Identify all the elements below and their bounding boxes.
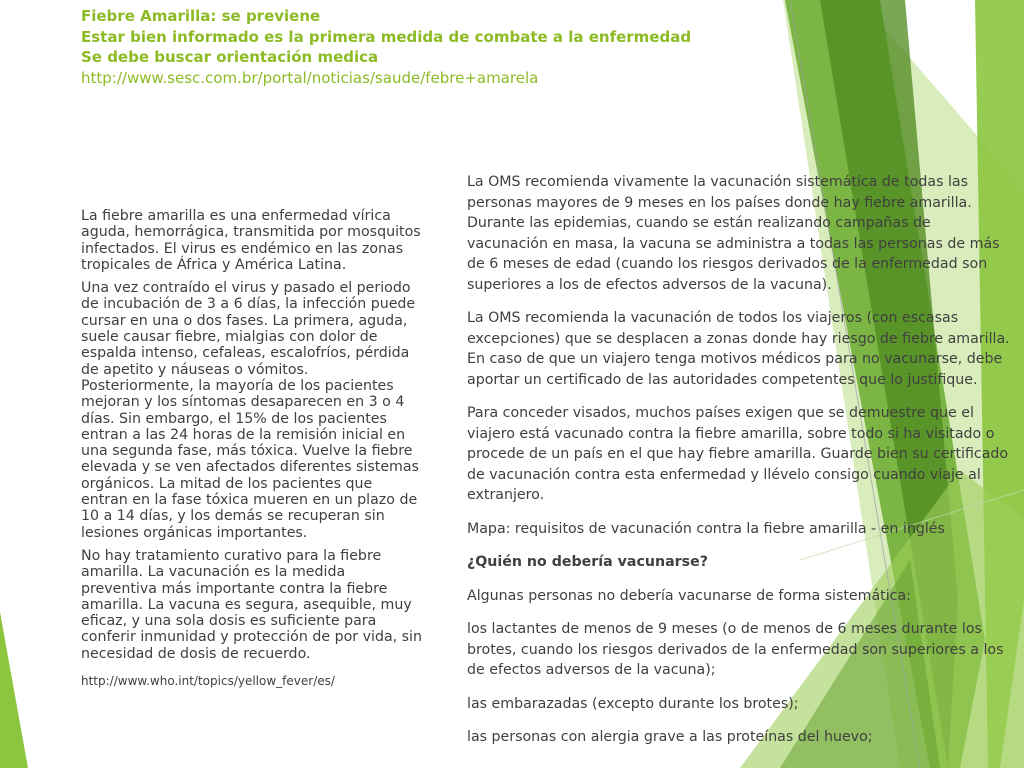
list-item: los lactantes de menos de 9 meses (o de menos de 6 meses durante los brotes, cuando los riesgos derivados de la enfermedad son superiores a los de efectos adversos de la vacuna); (467, 621, 1004, 678)
paragraph: Una vez contraído el virus y pasado el periodo de incubación de 3 a 6 días, la infección puede cursar en una o dos fases. La primera, aguda, suele causar fiebre, mialgias con dolor de espalda intenso, cefaleas, escalofríos, pérdida de apetito y náuseas o vómitos. Posteriormente, la mayoría de los pacientes mejoran y los síntomas desaparecen en 3 o 4 días. Sin embargo, el 15% de los pacientes entran a las 24 horas de la remisión inicial en una segunda fase, más tóxica. Vuelve la fiebre elevada y se ven afectados diferentes sistemas orgánicos. La mitad de los pacientes que entran en la fase tóxica mueren en un plazo de 10 a 14 días, y los demás se recuperan sin lesiones orgánicas importantes. (81, 280, 419, 541)
source-link[interactable]: http://www.who.int/topics/yellow_fever/es/ (81, 674, 335, 689)
paragraph: La OMS recomienda la vacunación de todos los viajeros (con escasas excepciones) que se desplacen a zonas donde hay riesgo de fiebre amarilla. En caso de que un viajero tenga motivos médicos para no vacunarse, debe aportar un certificado de las autoridades competentes que lo justifique. (467, 310, 1010, 388)
left-green-shape (0, 612, 28, 768)
paragraph: La OMS recomienda vivamente la vacunación sistemática de todas las personas mayores de 9 meses en los países donde hay fiebre amarilla. Durante las epidemias, cuando se están realizando campañas de vacunación en masa, la vacuna se administra a todas las personas de más de 6 meses de edad (cuando los riesgos derivados de la enfermedad son superiores a los de efectos adversos de la vacuna). (467, 174, 1000, 293)
subtitle-line: Estar bien informado es la primera medida de combate a la enfermedad (81, 27, 692, 46)
page-title: Fiebre Amarilla: se previene (81, 7, 321, 25)
list-item: las personas con alergia grave a las proteínas del huevo; (467, 729, 873, 745)
paragraph: Para conceder visados, muchos países exigen que se demuestre que el viajero está vacunado contra la fiebre amarilla, sobre todo si ha visitado o procede de un país en el que hay fiebre amarilla. Guarde bien su certificado de vacunación contra esta enfermedad y llévelo consigo cuando viaje al extranjero. (467, 405, 1009, 503)
paragraph: No hay tratamiento curativo para la fiebre amarilla. La vacunación es la medida preventiva más importante contra la fiebre amarilla. La vacuna es segura, asequible, muy eficaz, y una sola dosis es suficiente para conferir inmunidad y protección de por vida, sin necesidad de dosis de recuerdo. (81, 547, 422, 662)
subtitle-line: Se debe buscar orientación medica (81, 48, 379, 66)
section-heading: ¿Quién no debería vacunarse? (467, 554, 708, 570)
header (81, 6, 691, 88)
list-item: las embarazadas (excepto durante los brotes); (467, 695, 799, 712)
paragraph: La fiebre amarilla es una enfermedad vírica aguda, hemorrágica, transmitida por mosquitos infectados. El virus es endémico en las zonas tropicales de África y América Latina. (81, 208, 421, 273)
source-link[interactable]: http://www.sesc.com.br/portal/noticias/saude/febre+amarela (81, 68, 539, 87)
right-column (467, 172, 1012, 761)
paragraph: Algunas personas no debería vacunarse de forma sistemática: (467, 587, 911, 604)
map-link[interactable]: Mapa: requisitos de vacunación contra la fiebre amarilla - en inglés (467, 520, 945, 537)
left-column (81, 208, 423, 695)
